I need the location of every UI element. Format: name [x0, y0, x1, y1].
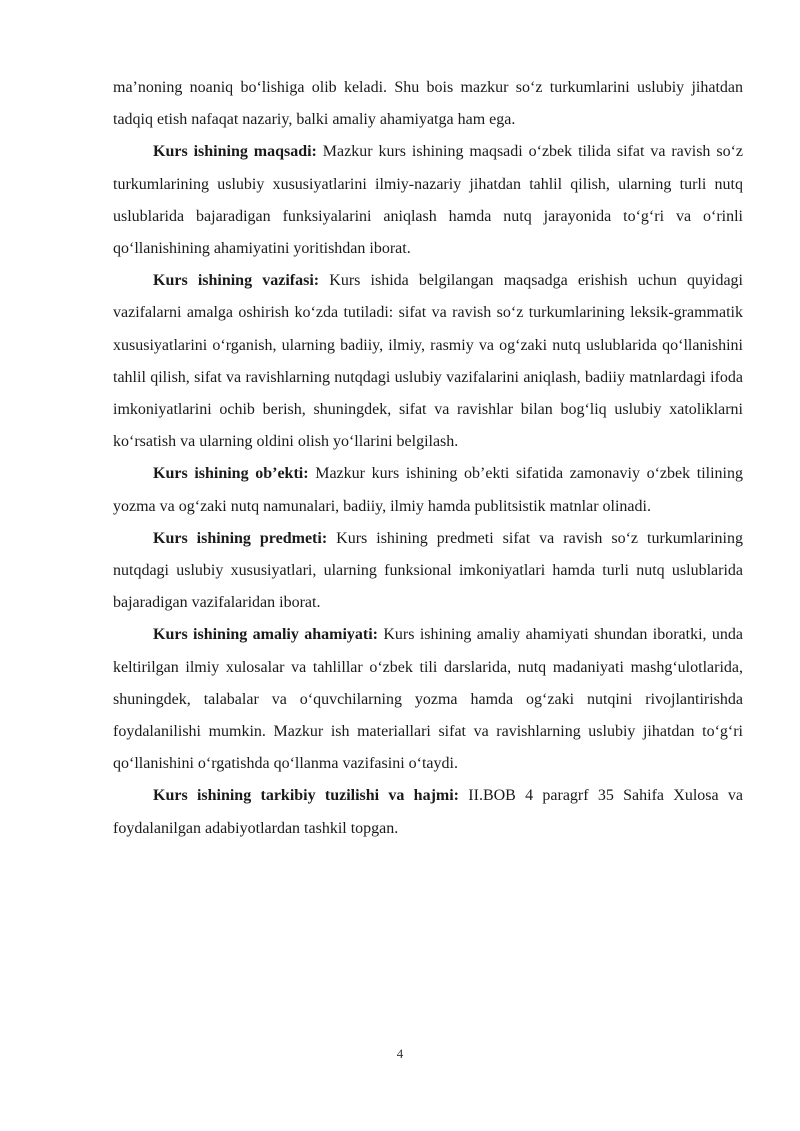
body-text [113, 72, 743, 845]
paragraph-text: Kurs ishining predmeti sifat va ravish so‘z turkumlarining nutqdagi uslubiy xususiyatlari, ularning funksional imkoniyatlari hamda turli nutq uslublarida bajaradigan vazifalaridan iborat. [113, 529, 743, 612]
paragraph-vazifasi [113, 265, 743, 458]
paragraph-amaliy-ahamiyati [113, 619, 743, 780]
paragraph-text: Kurs ishida belgilangan maqsadga erishish uchun quyidagi vazifalarni amalga oshirish ko‘zda tutiladi: sifat va ravish so‘z turkumlarining leksik-grammatik xususiyatlarini o‘rganish, ularning badiiy, ilmiy, rasmiy va og‘zaki nutq uslublarida qo‘llanishini tahlil qilish, sifat va ravishlarning nutqdagi uslubiy vazifalarini aniqlash, badiiy matnlardagi ifoda imkoniyatlarini ochib berish, shuningdek, sifat va ravishlar bilan bog‘liq uslubiy xatoliklarni ko‘rsatish va ularning oldini olish yo‘llarini belgilash. [113, 272, 744, 451]
paragraph-heading: Kurs ishining predmeti: [153, 529, 328, 547]
paragraph-text: ma’noning noaniq bo‘lishiga olib keladi. Shu bois mazkur so‘z turkumlarini uslubiy jihatdan tadqiq etish nafaqat nazariy, balki amaliy ahamiyatga ham ega. [113, 79, 743, 129]
paragraph-text: II.BOB 4 paragrf 35 Sahifa Xulosa va foydalanilgan adabiyotlardan tashkil topgan. [113, 787, 744, 837]
paragraph-heading: Kurs ishining vazifasi: [153, 272, 320, 290]
paragraph-heading: Kurs ishining maqsadi: [153, 143, 317, 161]
paragraph-obekti [113, 458, 743, 522]
paragraph-continuation [113, 72, 743, 136]
paragraph-text: Kurs ishining amaliy ahamiyati shundan iboratki, unda keltirilgan ilmiy xulosalar va tahlillar o‘zbek tili darslarida, nutq madaniyati mashg‘ulotlarida, shuningdek, talabalar va o‘quvchilarning yozma hamda og‘zaki nutqini rivojlantirishda foydalanilishi mumkin. Mazkur ish materiallari sifat va ravishlarning uslubiy jihatdan to‘g‘ri qo‘llanishini o‘rgatishda qo‘llanma vazifasini o‘taydi. [113, 626, 743, 773]
paragraph-heading: Kurs ishining tarkibiy tuzilishi va hajmi: [153, 787, 460, 805]
page-number: 4 [396, 1046, 404, 1061]
paragraph-heading: Kurs ishining ob’ekti: [153, 465, 309, 483]
paragraph-predmeti [113, 523, 743, 620]
paragraph-tarkibiy-tuzilishi [113, 780, 743, 844]
paragraph-text: Mazkur kurs ishining ob’ekti sifatida zamonaviy o‘zbek tilining yozma va og‘zaki nutq namunalari, badiiy, ilmiy hamda publitsistik matnlar olinadi. [113, 465, 743, 515]
paragraph-heading: Kurs ishining amaliy ahamiyati: [153, 626, 378, 644]
paragraph-text: Mazkur kurs ishining maqsadi o‘zbek tilida sifat va ravish so‘z turkumlarining uslubiy xususiyatlarini ilmiy-nazariy jihatdan tahlil qilish, ularning turli nutq uslublarida bajaradigan funksiyalarini aniqlash hamda nutq jarayonida to‘g‘ri va o‘rinli qo‘llanishining ahamiyatini yoritishdan iborat. [113, 143, 743, 258]
paragraph-maqsadi [113, 136, 743, 265]
